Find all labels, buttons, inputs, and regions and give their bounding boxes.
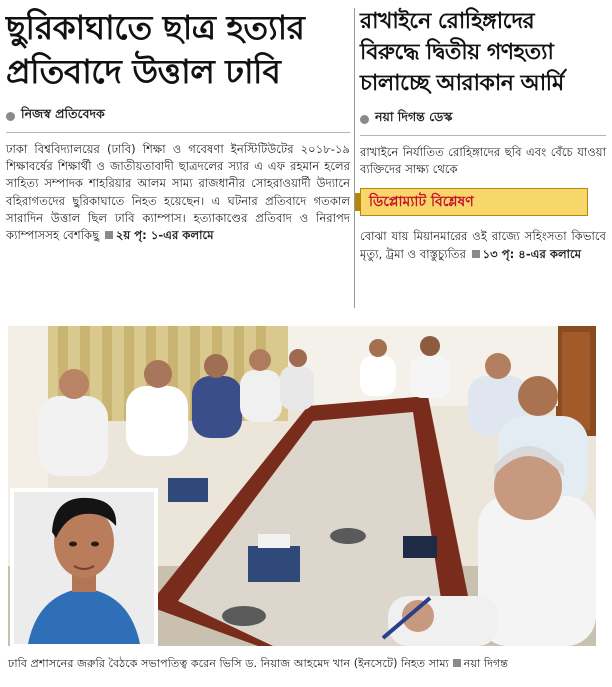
bullet-dot-icon xyxy=(360,115,369,124)
column-divider xyxy=(354,8,355,308)
left-headline-line-1: ছুরিকাঘাতে ছাত্র হত্যার xyxy=(6,8,305,47)
photo-credit: নয়া দিগন্ত xyxy=(463,657,508,670)
left-byline-rule xyxy=(6,132,350,133)
left-story xyxy=(6,6,350,244)
photo-caption-text: ঢাবি প্রশাসনের জরুরি বৈঠকে সভাপতিত্ব করেন ভিসি ড. নিয়াজ আহমেদ খান (ইনসেটে) নিহত সাম্য xyxy=(8,657,449,670)
left-jump-link[interactable]: ২য় পৃ: ১-এর কলামে xyxy=(115,228,214,243)
right-intro: রাখাইনে নির্যাতিত রোহিঙ্গাদের ছবি এবং বেঁচে যাওয়া ব্যক্তিদের সাক্ষ্য থেকে xyxy=(360,145,606,177)
photo-caption xyxy=(8,655,604,674)
left-body-text: ঢাকা বিশ্ববিদ্যালয়ের (ঢাবি) শিক্ষা ও গবেষণা ইনস্টিটিউটের ২০১৮-১৯ শিক্ষাবর্ষের শিক্ষার্থী ও জাতীয়তাবাদী ছাত্রদলের স্যার এ এফ রহমান হলের সাহিত্য সম্পাদক শাহরিয়ার আলম সাম্য রাজধানীর সোহরাওয়ার্দী উদ্যানে বহিরাগতদের ছুরিকাঘাতে নিহত হয়েছেন। এ ঘটনার প্রতিবাদে গতকাল সারাদিন উত্তাল ছিল ঢাবি ক্যাম্পাস। হত্যাকাণ্ডের প্রতিবাদ ও নিরাপদ ক্যাম্পাসসহ বেশকিছু xyxy=(6,142,350,243)
right-byline-text: নয়া দিগন্ত ডেস্ক xyxy=(375,109,453,124)
right-headline-line-3: চালাচ্ছে আরাকান আর্মি xyxy=(360,71,564,96)
jump-square-icon xyxy=(472,250,480,258)
meeting-photo[interactable] xyxy=(8,326,596,646)
left-headline[interactable] xyxy=(6,6,350,94)
right-byline xyxy=(360,109,606,129)
left-body xyxy=(6,141,350,244)
left-byline xyxy=(6,106,350,126)
credit-square-icon xyxy=(453,659,461,667)
right-headline[interactable] xyxy=(360,6,606,99)
right-jump-link[interactable]: ১৩ পৃ: ৪-এর কলামে xyxy=(482,246,582,261)
left-byline-text: নিজস্ব প্রতিবেদক xyxy=(21,106,105,121)
jump-square-icon xyxy=(105,231,113,239)
right-body-text: বোঝা যায় মিয়ানমারের ওই রাজ্যে সহিংসতা কিভাবে মৃত্যু, ট্রমা ও বাস্তুচ্যুতির xyxy=(360,229,606,261)
bullet-dot-icon xyxy=(6,112,15,121)
meeting-photo-illustration xyxy=(8,326,596,646)
right-story xyxy=(360,6,606,263)
kicker-label: ডিপ্লোম্যাট বিশ্লেষণ xyxy=(369,194,474,211)
right-byline-rule xyxy=(360,135,606,136)
left-headline-line-2: প্রতিবাদে উত্তাল ঢাবি xyxy=(6,52,281,91)
right-headline-line-1: রাখাইনে রোহিঙ্গাদের xyxy=(360,9,535,34)
right-headline-line-2: বিরুদ্ধে দ্বিতীয় গণহত্যা xyxy=(360,40,554,65)
kicker-box xyxy=(360,188,588,216)
right-body xyxy=(360,228,606,262)
